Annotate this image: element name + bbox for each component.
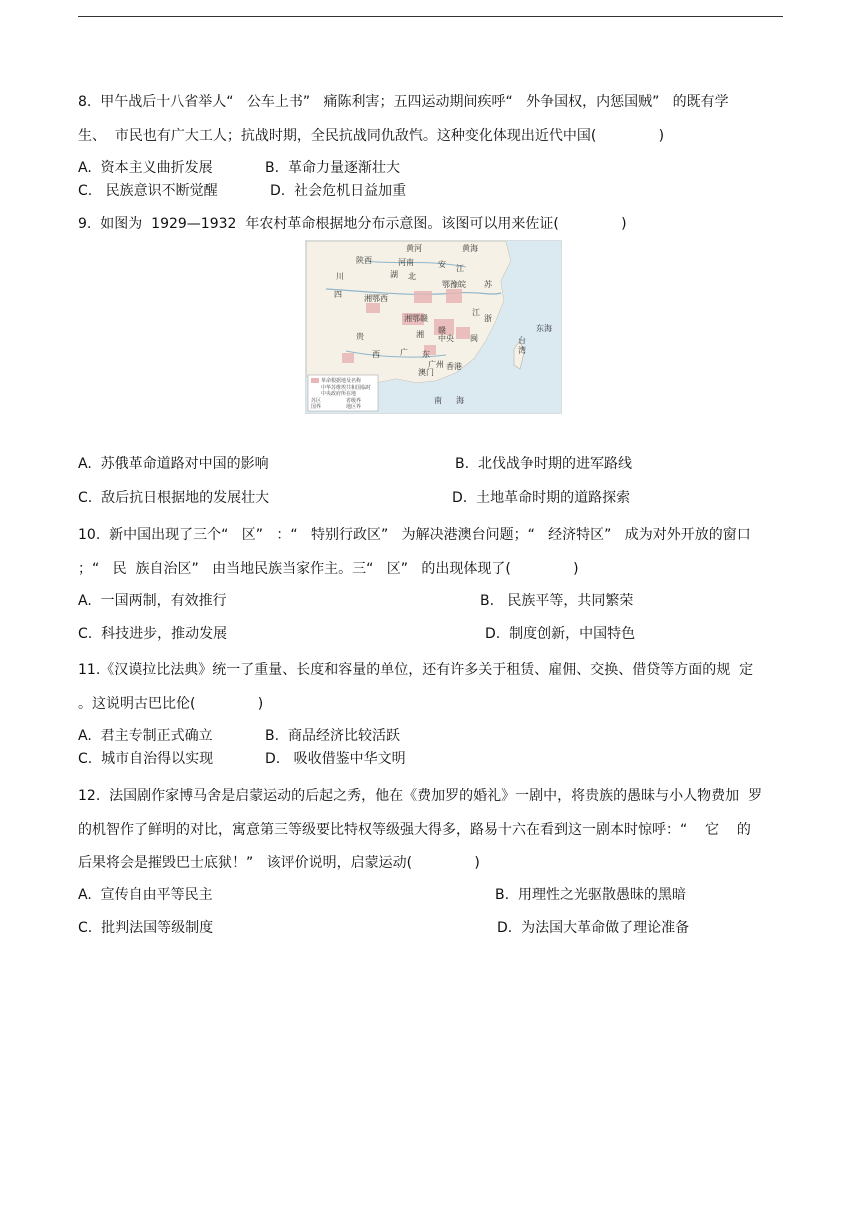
svg-text:湘鄂西: 湘鄂西 (364, 294, 388, 303)
revolutionary-base-map (305, 240, 562, 414)
q11-stem-line1: 11.《汉谟拉比法典》统一了重量、长度和容量的单位，还有许多关于租赁、雇佣、交换、借贷等方面的规 定 (78, 662, 754, 678)
map-graphic (306, 241, 561, 413)
q9-option-c: C. 敌后抗日根据地的发展壮大 (78, 490, 270, 506)
svg-text:中央: 中央 (438, 334, 454, 343)
svg-text:广: 广 (400, 348, 408, 357)
svg-text:安: 安 (438, 260, 446, 269)
svg-text:湾: 湾 (518, 346, 526, 355)
svg-text:地区界: 地区界 (346, 404, 362, 410)
q12-stem-line2: 的机智作了鲜明的对比，寓意第三等级要比特权等级强大得多，路易十六在看到这一剧本时惊呼：“ 它 的 (78, 822, 751, 838)
q12-stem-line1: 12. 法国剧作家博马舍是启蒙运动的后起之秀，他在《费加罗的婚礼》一剧中，将贵族的愚昧与小人物费加 罗 (78, 788, 763, 804)
q11-stem-line2: 。这说明古巴比伦( ) (78, 696, 264, 712)
svg-text:鄂豫皖: 鄂豫皖 (442, 280, 466, 289)
svg-text:中华苏维埃共和国临时: 中华苏维埃共和国临时 (321, 385, 372, 391)
svg-text:香港: 香港 (446, 362, 462, 371)
svg-text:东海: 东海 (536, 324, 552, 333)
q9-option-d: D. 土地革命时期的道路探索 (452, 490, 631, 506)
q12-option-c: C. 批判法国等级制度 (78, 920, 214, 936)
svg-text:江: 江 (456, 264, 464, 273)
svg-text:苏: 苏 (484, 280, 492, 289)
q9-option-b: B. 北伐战争时期的进军路线 (455, 456, 632, 472)
svg-text:浙: 浙 (484, 314, 492, 323)
svg-text:贵: 贵 (356, 332, 364, 341)
q10-stem-line1: 10. 新中国出现了三个“ 区” ：“ 特别行政区” 为解决港澳台问题；“ 经济特区” 成为对外开放的窗口 (78, 527, 751, 543)
q10-option-c: C. 科技进步，推动发展 (78, 626, 228, 642)
q10-stem-line2: ；“ 民 族自治区” 由当地民族当家作主。三“ 区” 的出现体现了( ) (78, 561, 579, 577)
q12-option-d: D. 为法国大革命做了理论准备 (497, 920, 690, 936)
q12-option-a: A. 宣传自由平等民主 (78, 887, 213, 903)
svg-text:澳门: 澳门 (418, 368, 434, 377)
svg-text:苏区: 苏区 (311, 398, 322, 404)
q8-option-b: B. 革命力量逐渐壮大 (265, 160, 400, 176)
svg-text:省级界: 省级界 (346, 398, 362, 404)
svg-text:河南: 河南 (398, 258, 414, 267)
svg-text:南: 南 (434, 396, 442, 405)
q10-option-a: A. 一国两制，有效推行 (78, 593, 227, 609)
svg-text:四: 四 (334, 290, 342, 299)
q9-stem-line1: 9. 如图为 1929—1932 年农村革命根据地分布示意图。该图可以用来佐证( ) (78, 216, 627, 232)
q8-stem-line1: 8. 甲午战后十八省举人“ 公车上书” 痛陈利害；五四运动期间疾呼“ 外争国权，内惩国贼” 的既有学 (78, 94, 729, 110)
svg-text:北: 北 (408, 272, 416, 281)
q10-option-b: B. 民族平等，共同繁荣 (480, 593, 634, 609)
q11-option-d: D. 吸收借鉴中华文明 (265, 751, 406, 767)
svg-text:川: 川 (336, 272, 344, 281)
svg-text:江: 江 (472, 308, 480, 317)
q11-option-b: B. 商品经济比较活跃 (265, 728, 400, 744)
svg-text:台: 台 (518, 336, 526, 345)
q8-stem-line2: 生、 市民也有广大工人；抗战时期，全民抗战同仇敌忾。这种变化体现出近代中国( ) (78, 128, 665, 144)
svg-text:国界: 国界 (311, 404, 322, 410)
svg-text:黄河: 黄河 (406, 244, 422, 253)
svg-text:湖: 湖 (390, 270, 398, 279)
top-rule (78, 16, 783, 17)
q8-option-c: C. 民族意识不断觉醒 (78, 183, 218, 199)
svg-text:黄海: 黄海 (462, 244, 478, 253)
q12-stem-line3: 后果将会是摧毁巴士底狱！” 该评价说明，启蒙运动( ) (78, 855, 480, 871)
q8-option-d: D. 社会危机日益加重 (270, 183, 407, 199)
svg-text:广州: 广州 (428, 360, 444, 369)
q9-option-a: A. 苏俄革命道路对中国的影响 (78, 456, 269, 472)
svg-text:湘鄂赣: 湘鄂赣 (404, 314, 428, 323)
q10-option-d: D. 制度创新，中国特色 (485, 626, 636, 642)
svg-text:海: 海 (456, 396, 464, 405)
svg-text:中央政府所在地: 中央政府所在地 (321, 391, 357, 397)
svg-text:陕西: 陕西 (356, 256, 372, 265)
svg-text:东: 东 (422, 350, 430, 359)
svg-text:闽: 闽 (470, 334, 478, 343)
q12-option-b: B. 用理性之光驱散愚昧的黑暗 (495, 887, 686, 903)
svg-text:西: 西 (372, 350, 380, 359)
svg-text:革命根据地及名称: 革命根据地及名称 (321, 378, 362, 384)
q8-option-a: A. 资本主义曲折发展 (78, 160, 213, 176)
svg-text:湘: 湘 (416, 330, 424, 339)
q11-option-a: A. 君主专制正式确立 (78, 728, 213, 744)
q11-option-c: C. 城市自治得以实现 (78, 751, 214, 767)
svg-text:赣: 赣 (438, 326, 446, 335)
